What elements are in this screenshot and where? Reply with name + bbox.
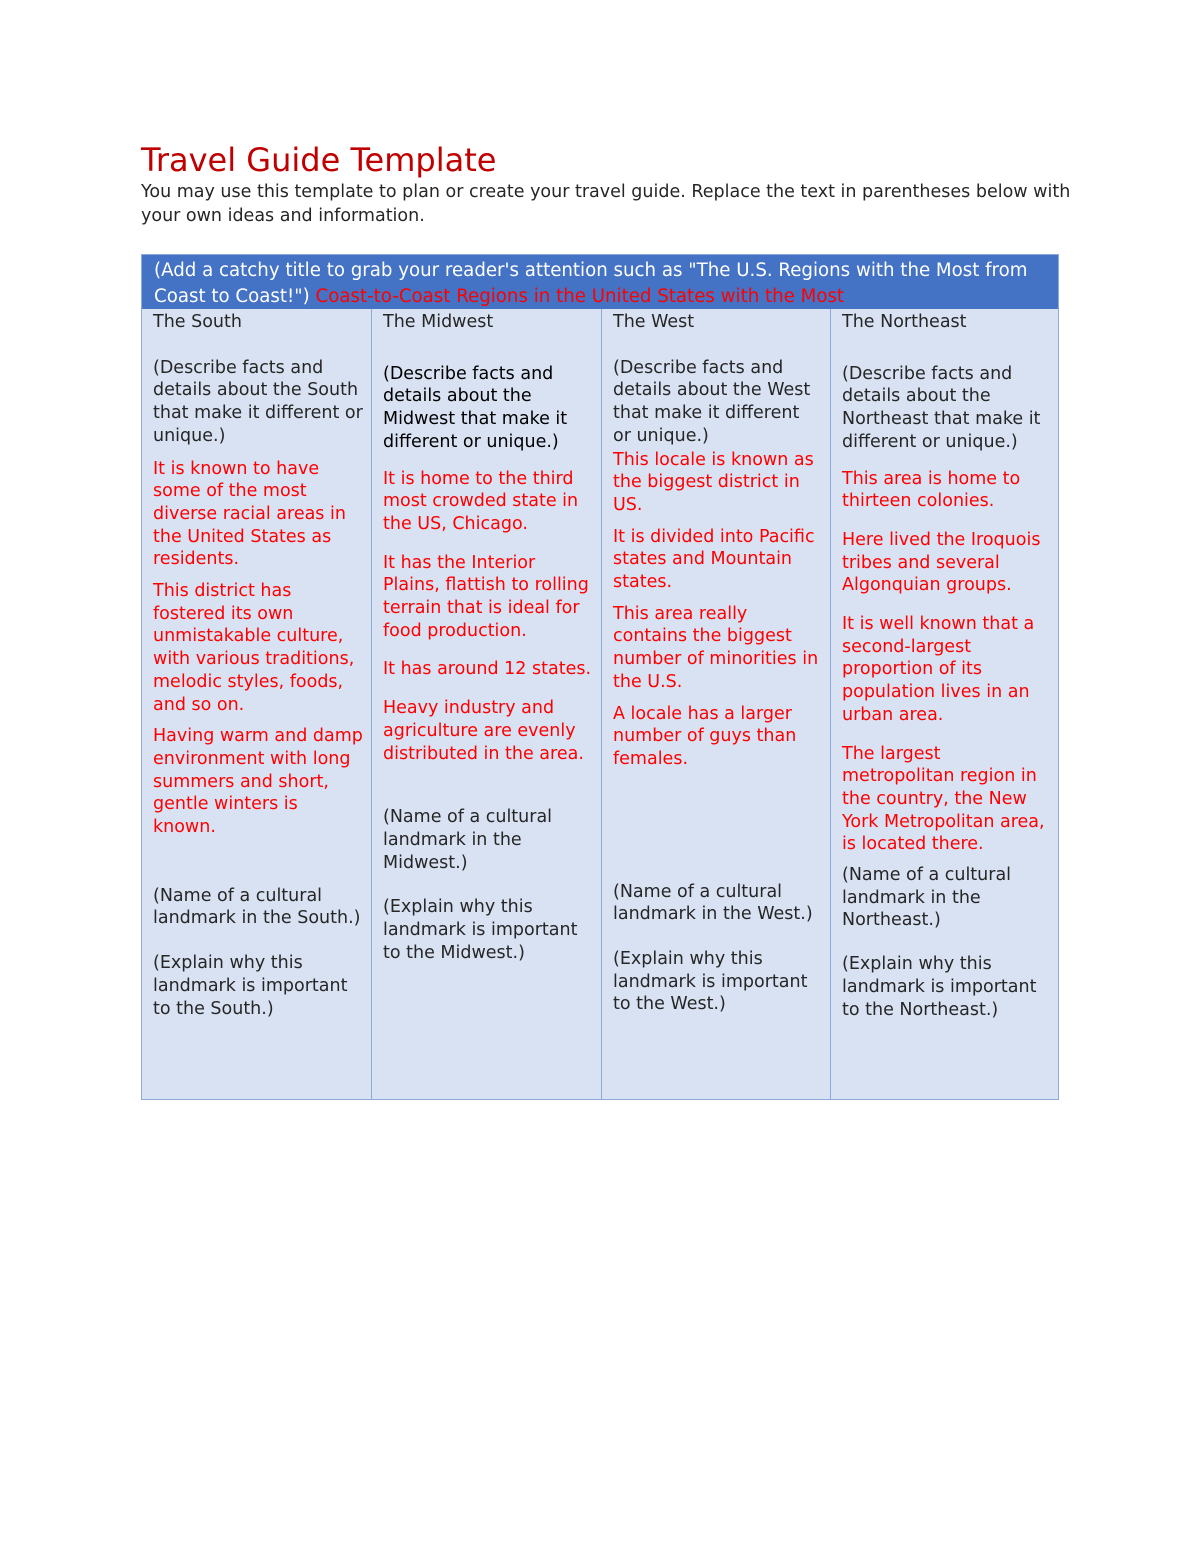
page-title: Travel Guide Template: [141, 141, 497, 179]
header-prompt: (Add a catchy title to grab your reader's attention such as "The U.S. Regions with the Most from Coast to Coast!"): [154, 260, 1028, 307]
explain-prompt: (Explain why this landmark is important to the Northeast.): [842, 954, 1037, 1020]
fact-item: A locale has a larger number of guys than females.: [613, 703, 797, 769]
fact-item: Having warm and damp environment with long summers and short, gentle winters is known.: [153, 726, 363, 838]
fact-item: It is home to the third most crowded state in the US, Chicago.: [383, 468, 579, 534]
column-west: [601, 309, 830, 1099]
region-name: The West: [613, 312, 695, 332]
fact-item: It has the Interior Plains, flattish to rolling terrain that is ideal for food production.: [383, 552, 589, 641]
column-south: [142, 309, 371, 1099]
fact-item: Heavy industry and agriculture are evenly distributed in the area.: [383, 698, 584, 764]
describe-prompt: (Describe facts and details about the Northeast that make it different or unique.): [842, 363, 1041, 452]
fact-item: It is divided into Pacific states and Mountain states.: [613, 526, 815, 593]
fact-item: The largest metropolitan region in the country, the New York Metropolitan area, is located there.: [842, 743, 1045, 855]
fact-item: This area is home to thirteen colonies.: [842, 468, 1021, 512]
table-header: [142, 255, 1058, 309]
explain-prompt: (Explain why this landmark is important to the Midwest.): [383, 897, 578, 963]
region-name: The Midwest: [383, 312, 494, 332]
landmark-prompt: (Name of a cultural landmark in the South.): [153, 885, 361, 929]
region-name: The South: [153, 312, 242, 332]
landmark-prompt: (Name of a cultural landmark in the Northeast.): [842, 865, 1012, 931]
describe-prompt: (Describe facts and details about the West that make it different or unique.): [613, 357, 811, 446]
region-name: The Northeast: [842, 312, 967, 332]
fact-item: It has around 12 states.: [383, 659, 592, 680]
fact-item: This district has fostered its own unmistakable culture, with various traditions, melodic styles, foods, and so on.: [153, 581, 355, 715]
fact-item: It is known to have some of the most diverse racial areas in the United States as residents.: [153, 458, 346, 570]
travel-guide-table: [141, 254, 1059, 1100]
landmark-prompt: (Name of a cultural landmark in the West.): [613, 881, 813, 925]
fact-item: This locale is known as the biggest district in US.: [613, 449, 814, 515]
describe-prompt: (Describe facts and details about the South that make it different or unique.): [153, 357, 363, 446]
header-answer: Coast-to-Coast Regions in the United States with the Most: [315, 286, 845, 307]
explain-prompt: (Explain why this landmark is important to the South.): [153, 953, 348, 1019]
fact-item: It is well known that a second-largest proportion of its population lives in an urban area.: [842, 614, 1035, 725]
fact-item: Here lived the Iroquois tribes and several Algonquian groups.: [842, 529, 1041, 596]
explain-prompt: (Explain why this landmark is important to the West.): [613, 949, 808, 1015]
column-northeast: [830, 309, 1058, 1099]
column-midwest: [371, 309, 601, 1099]
intro-text: You may use this template to plan or create your travel guide. Replace the text in parentheses below with your own ideas and information.: [141, 182, 1071, 226]
describe-prompt: (Describe facts and details about the Midwest that make it different or unique.): [383, 363, 568, 452]
fact-item: This area really contains the biggest number of minorities in the U.S.: [613, 603, 819, 692]
landmark-prompt: (Name of a cultural landmark in the Midwest.): [383, 807, 553, 873]
